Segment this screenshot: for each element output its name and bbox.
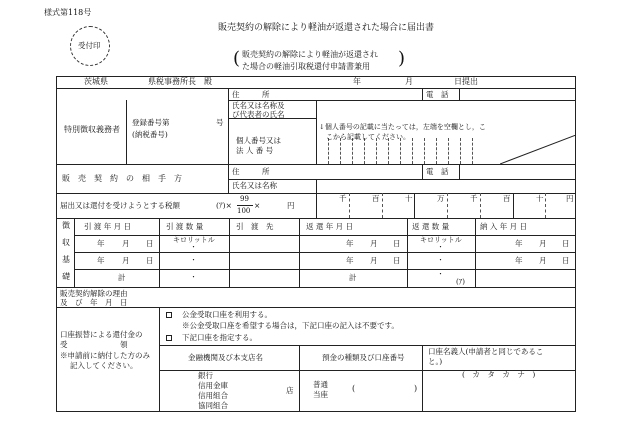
col-header-return-qty: 返 還 数 量 <box>412 222 450 231</box>
row-header-char: 収 <box>62 238 70 247</box>
date-month: 月 <box>370 256 378 265</box>
collector-name-label-2: び代表者の氏名 <box>232 110 285 119</box>
refund-label: 届出又は還付を受けようとする税額 <box>60 201 180 210</box>
col-header-recipient: 引 渡 先 <box>236 222 274 231</box>
reason-label-1: 販売契約解除の理由 <box>60 289 128 298</box>
col-holder-2: と。) <box>428 357 443 366</box>
decimal-dot: ・ <box>190 273 197 281</box>
date-day: 日 <box>146 256 154 265</box>
refund-formula-prefix: (ｱ)× <box>216 201 232 210</box>
date-day: 日 <box>562 239 570 248</box>
bank-type: 信用金庫 <box>198 381 228 390</box>
form-title: 販売契約の解除により軽油が返還された場合に届出書 <box>218 23 435 33</box>
diagonal-strike <box>500 135 576 164</box>
date-month: 月 <box>539 239 547 248</box>
bank-label-3: ※申請前に納付した方のみ <box>60 351 150 360</box>
row-header-char: 基 <box>62 255 70 264</box>
collector-phone-label: 電 話 <box>426 90 449 99</box>
counterparty-phone-label: 電 話 <box>426 167 449 176</box>
bank-type: 信用組合 <box>198 391 228 400</box>
bank-type: 協同組合 <box>198 401 228 410</box>
date-year: 年 <box>353 77 361 86</box>
decimal-dot: ・ <box>437 243 444 251</box>
unit-label: 万 <box>437 194 445 203</box>
decimal-dot: ・ <box>190 256 197 264</box>
reg-no-suffix: 号 <box>216 118 224 127</box>
subtitle-bracket-right: ) <box>398 48 406 69</box>
col-deposit-type: 預金の種類及び口座番号 <box>322 353 405 362</box>
col-header-delivery-date: 引 渡 年 月 日 <box>84 222 132 231</box>
date-year: 年 <box>515 239 523 248</box>
date-year: 年 <box>346 256 354 265</box>
account-paren-close: ) <box>414 384 418 393</box>
unit-label: 十 <box>405 194 413 203</box>
date-year: 年 <box>515 256 523 265</box>
line <box>56 88 576 89</box>
unit-liters: キロリットル <box>173 236 215 244</box>
reason-label-2: 及 び 年 月 日 <box>60 298 128 307</box>
unit-label: 円 <box>566 194 574 203</box>
option-public-account-note: ※公金受取口座を希望する場合は，下記口座の記入は不要です。 <box>182 321 399 330</box>
counterparty-label: 販 売 契 約 の 相 手 方 <box>62 174 182 183</box>
specified-account-checkbox[interactable] <box>166 335 172 341</box>
col-bank-branch: 金融機関及び本支店名 <box>188 353 263 362</box>
decimal-dot: ・ <box>437 256 444 264</box>
decimal-dot: ・ <box>437 270 444 278</box>
bank-type: 銀行 <box>198 371 213 380</box>
bank-label-4: 記入してください。 <box>70 361 138 370</box>
date-year: 年 <box>346 239 354 248</box>
date-year: 年 <box>97 256 105 265</box>
date-day: 日 <box>146 239 154 248</box>
branch-suffix: 店 <box>286 386 294 395</box>
collector-address-label: 住 所 <box>232 90 270 99</box>
date-year: 年 <box>97 239 105 248</box>
date-month: 月 <box>405 77 413 86</box>
counterparty-address-label: 住 所 <box>232 167 270 176</box>
date-month: 月 <box>370 239 378 248</box>
unit-label: 千 <box>339 194 347 203</box>
date-month: 月 <box>539 256 547 265</box>
bank-label-1: 口座振替による還付金の <box>60 330 143 339</box>
personal-no-note-1: ↓個人番号の記載に当たっては，左端を空欄とし，こ <box>319 123 486 131</box>
fraction-bar <box>237 205 253 206</box>
refund-numerator: 99 <box>240 195 249 203</box>
total-label: 計 <box>349 273 357 282</box>
unit-label: 百 <box>372 194 380 203</box>
total-label: 計 <box>118 273 126 282</box>
prefecture: 茨城県 <box>84 77 108 86</box>
option-public-account: 公金受取口座を利用する。 <box>182 310 272 319</box>
date-month: 月 <box>122 256 130 265</box>
unit-label: 百 <box>503 194 511 203</box>
option-specified-account: 下記口座を指定する。 <box>182 333 257 342</box>
personal-no-label-1: 個人番号又は <box>236 136 281 145</box>
collector-name-label-1: 氏名又は名称及 <box>232 101 285 110</box>
account-paren-open: ( <box>352 384 356 393</box>
bank-label-2: 受 領 <box>60 340 128 349</box>
amount-mark: (ｱ) <box>456 278 465 286</box>
form-number: 様式第118号 <box>44 8 92 17</box>
refund-denominator: 100 <box>237 207 251 215</box>
public-account-checkbox[interactable] <box>166 312 172 318</box>
date-day: 日提出 <box>454 77 478 86</box>
col-header-payment-date: 納 入 年 月 日 <box>480 222 528 231</box>
date-day: 日 <box>562 256 570 265</box>
tax-no-label: (納税番号) <box>132 130 168 139</box>
date-day: 日 <box>393 239 401 248</box>
subtitle-line2: た場合の軽油引取税還付申請書兼用 <box>242 62 370 71</box>
subtitle-bracket-left: ( <box>233 48 241 69</box>
col-header-return-date: 返 還 年 月 日 <box>306 222 354 231</box>
unit-liters: キロリットル <box>420 236 462 244</box>
col-holder-1: 口座名義人(申請者と同じであるこ <box>428 347 544 356</box>
receipt-stamp-label: 受付印 <box>78 41 101 50</box>
personal-no-label-2: 法 人 番 号 <box>236 146 274 155</box>
office-name: 県税事務所長 殿 <box>148 77 212 86</box>
counterparty-name-label: 氏名又は名称 <box>232 181 277 190</box>
katakana-note: ( カ タ カ ナ ) <box>462 370 536 379</box>
subtitle-line1: 販売契約の解除により軽油が返還され <box>242 50 378 59</box>
date-month: 月 <box>122 239 130 248</box>
deposit-type: 当座 <box>313 390 328 399</box>
col-header-delivery-qty: 引 渡 数 量 <box>166 222 204 231</box>
refund-formula-suffix: × <box>254 201 261 210</box>
collector-label: 特別徴収義務者 <box>64 125 120 134</box>
unit-label: 千 <box>470 194 478 203</box>
unit-label: 十 <box>536 194 544 203</box>
decimal-dot: ・ <box>190 243 197 251</box>
row-header-char: 礎 <box>62 272 70 281</box>
row-header-char: 徴 <box>62 221 70 230</box>
personal-no-note-2: こから記載してください。 <box>326 133 410 141</box>
refund-yen: 円 <box>287 201 295 210</box>
reg-no-label: 登録番号第 <box>132 118 170 127</box>
deposit-type: 普通 <box>313 380 328 389</box>
date-day: 日 <box>393 256 401 265</box>
